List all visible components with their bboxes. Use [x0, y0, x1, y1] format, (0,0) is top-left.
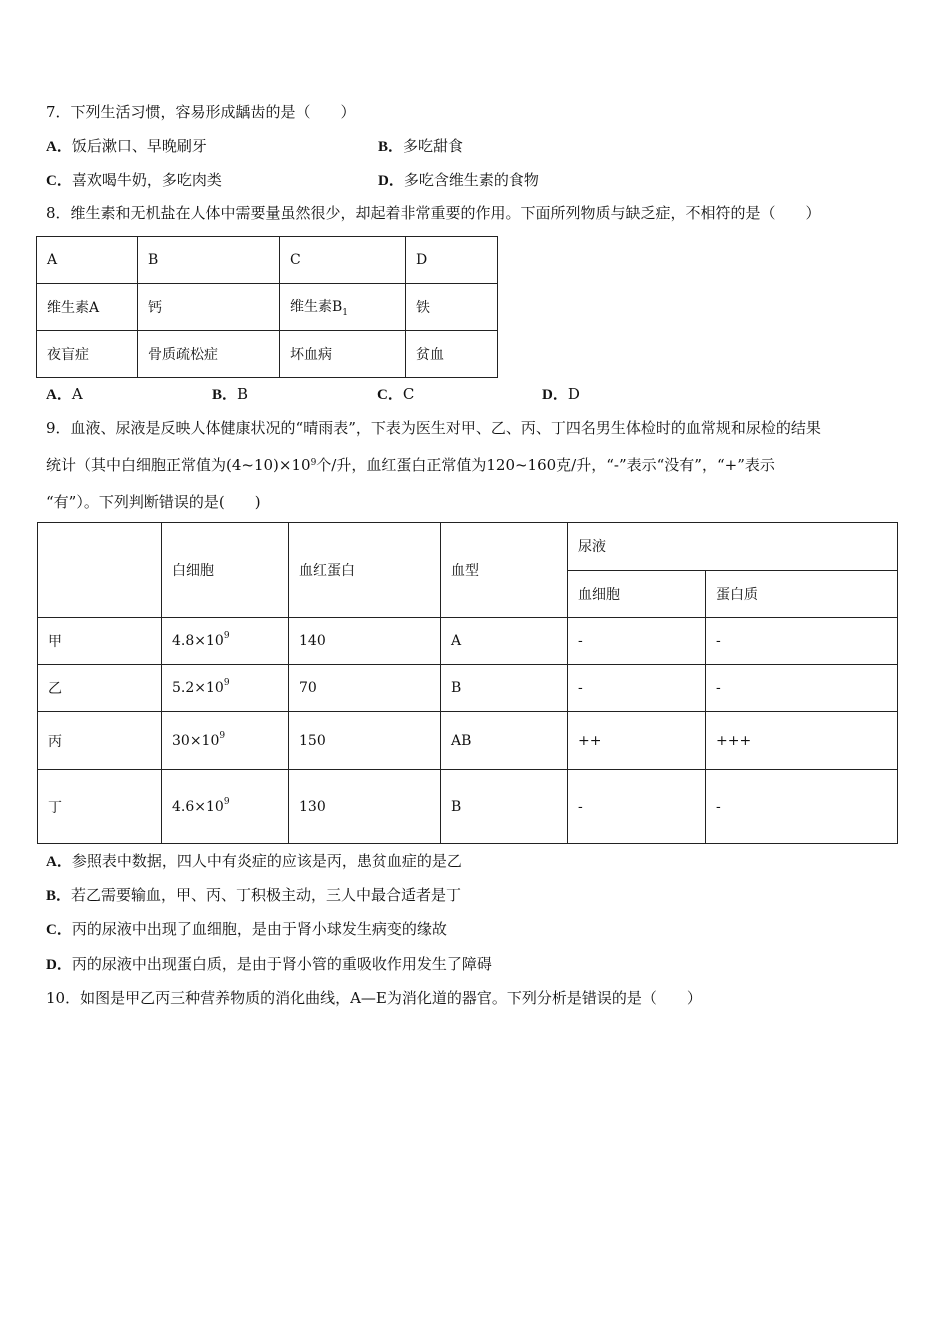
option-text: B [237, 385, 249, 403]
q8-option-b [212, 384, 248, 405]
table-cell: 钙 [138, 284, 280, 331]
q9-table [37, 522, 898, 844]
option-letter: A． [46, 387, 72, 403]
cell-text: 4.6×10 [172, 798, 224, 815]
table-cell: - [706, 618, 898, 665]
option-text: A [71, 385, 83, 403]
option-letter: D． [378, 173, 404, 189]
option-letter: C． [46, 173, 72, 189]
table-row [37, 284, 498, 331]
stem-text: 统计（其中白细胞正常值为(4~10)×10 [46, 456, 311, 474]
option-text: 多吃甜食 [403, 137, 464, 155]
table-cell: - [568, 665, 706, 712]
table-row [37, 331, 498, 378]
table-header-cell: 白细胞 [162, 523, 289, 618]
q10-stem: 10．如图是甲乙丙三种营养物质的消化曲线，A—E为消化道的器官。下列分析是错误的是（ ） [46, 989, 702, 1007]
q9-stem-line1: 9．血液、尿液是反映人体健康状况的“晴雨表”，下表为医生对甲、乙、丙、丁四名男生体检时的血常规和尿检的结果 [46, 419, 821, 437]
table-cell: 维生素A [37, 284, 138, 331]
table-cell: 乙 [38, 665, 162, 712]
option-letter: A． [46, 139, 72, 155]
table-header-cell: 血红蛋白 [289, 523, 441, 618]
q8-option-d [542, 384, 580, 405]
table-cell: - [706, 665, 898, 712]
option-text: C [402, 385, 415, 403]
option-letter: B． [46, 888, 72, 904]
table-cell: 70 [289, 665, 441, 712]
option-text: 多吃含维生素的食物 [403, 171, 539, 189]
table-cell: B [441, 770, 568, 844]
table-row [38, 665, 898, 712]
q7-stem: 7．下列生活习惯，容易形成龋齿的是（ ） [46, 103, 356, 121]
table-cell [162, 770, 289, 844]
option-letter: D． [46, 957, 72, 973]
q7-option-c [46, 170, 222, 191]
option-text: D [567, 385, 580, 403]
exponent: 9 [310, 458, 317, 468]
table-cell: 丙 [38, 712, 162, 770]
table-cell: 贫血 [406, 331, 498, 378]
option-text: 参照表中数据，四人中有炎症的应该是丙，患贫血症的是乙 [71, 852, 462, 870]
q9-option-b [46, 885, 461, 906]
q9-stem-line3: “有”）。下列判断错误的是( ) [46, 493, 261, 511]
table-header-cell: 血细胞 [568, 570, 706, 618]
option-letter: D． [542, 387, 568, 403]
table-header-cell: 蛋白质 [706, 570, 898, 618]
table-row [38, 712, 898, 770]
table-cell [280, 284, 406, 331]
table-cell: - [568, 770, 706, 844]
q8-stem: 8．维生素和无机盐在人体中需要量虽然很少，却起着非常重要的作用。下面所列物质与缺乏症，不相符的是（ ） [46, 204, 821, 222]
table-cell: 140 [289, 618, 441, 665]
q8-option-a [46, 384, 83, 405]
option-letter: C． [377, 387, 403, 403]
q7-option-a [46, 136, 207, 157]
table-header-row [38, 523, 898, 571]
table-cell: +++ [706, 712, 898, 770]
option-letter: C． [46, 922, 72, 938]
table-cell: 骨质疏松症 [138, 331, 280, 378]
table-cell [162, 618, 289, 665]
table-cell: 铁 [406, 284, 498, 331]
cell-text: 30×10 [172, 732, 220, 749]
table-cell: 130 [289, 770, 441, 844]
table-cell: B [138, 237, 280, 284]
table-row [38, 618, 898, 665]
table-header-cell [38, 523, 162, 618]
table-cell: - [706, 770, 898, 844]
exponent: 9 [223, 631, 230, 641]
option-text: 若乙需要输血，甲、丙、丁积极主动，三人中最合适者是丁 [71, 886, 462, 904]
option-text: 丙的尿液中出现了血细胞，是由于肾小球发生病变的缘故 [71, 920, 447, 938]
table-cell: 丁 [38, 770, 162, 844]
table-row [38, 770, 898, 844]
q7-option-d [378, 170, 539, 191]
option-text: 饭后漱口、早晚刷牙 [71, 137, 207, 155]
table-cell: - [568, 618, 706, 665]
exponent: 9 [223, 678, 230, 688]
cell-text: 4.8×10 [172, 633, 224, 649]
q7-option-b [378, 136, 463, 157]
table-cell: AB [441, 712, 568, 770]
subscript: 1 [342, 307, 349, 318]
option-letter: B． [212, 387, 238, 403]
q8-table [36, 236, 498, 378]
table-row [37, 237, 498, 284]
table-header-cell: 血型 [441, 523, 568, 618]
q8-option-c [377, 384, 414, 405]
option-letter: B． [378, 139, 404, 155]
table-cell: A [37, 237, 138, 284]
table-cell: A [441, 618, 568, 665]
option-text: 丙的尿液中出现蛋白质，是由于肾小管的重吸收作用发生了障碍 [71, 955, 492, 973]
table-cell: B [441, 665, 568, 712]
table-cell: ++ [568, 712, 706, 770]
table-cell: C [280, 237, 406, 284]
q9-option-c [46, 919, 447, 940]
table-cell [162, 665, 289, 712]
option-letter: A． [46, 854, 72, 870]
table-cell: 夜盲症 [37, 331, 138, 378]
q9-option-a [46, 851, 462, 872]
exponent: 9 [223, 796, 230, 807]
q9-stem-line2 [46, 455, 775, 475]
table-cell [162, 712, 289, 770]
table-cell: 坏血病 [280, 331, 406, 378]
table-cell: 甲 [38, 618, 162, 665]
option-text: 喜欢喝牛奶，多吃肉类 [71, 171, 222, 189]
cell-text: 5.2×10 [172, 680, 224, 696]
exponent: 9 [219, 730, 226, 741]
table-cell: D [406, 237, 498, 284]
stem-text: 个/升，血红蛋白正常值为120~160克/升，“-”表示“没有”，“+”表示 [316, 456, 775, 474]
cell-text: 维生素B [290, 299, 343, 316]
table-cell: 150 [289, 712, 441, 770]
q9-option-d [46, 954, 492, 975]
table-header-cell: 尿液 [568, 523, 898, 571]
